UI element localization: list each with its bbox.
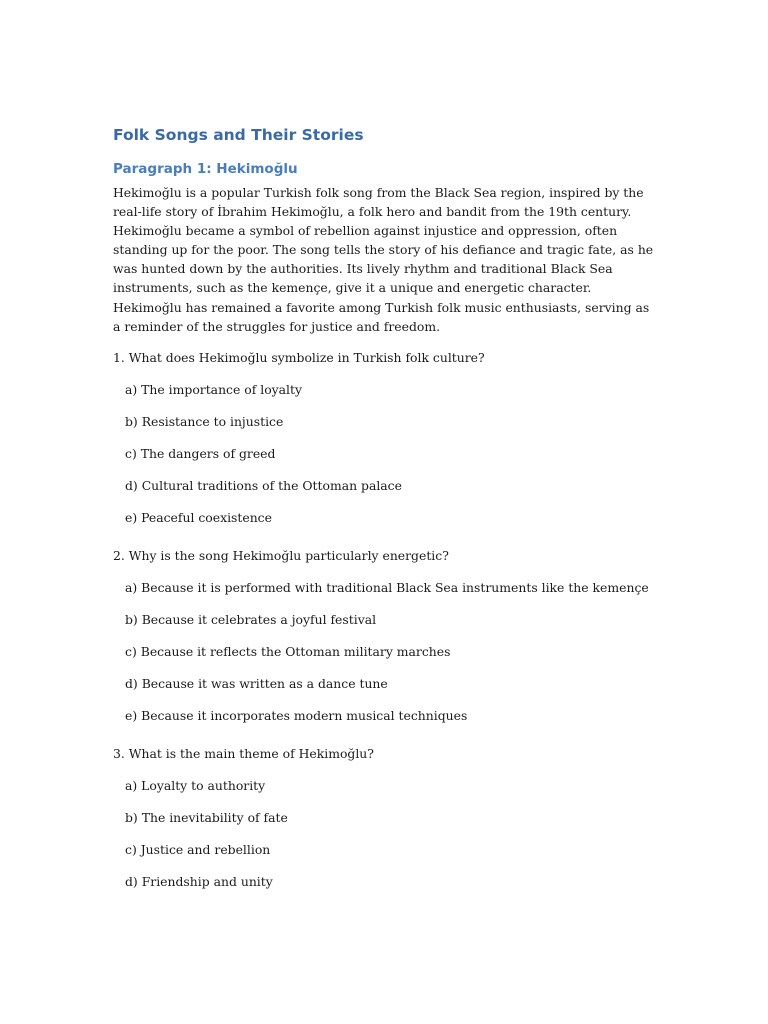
answer-option: c) Justice and rebellion: [125, 841, 271, 857]
question-text: 1. What does Hekimoğlu symbolize in Turkish folk culture?: [113, 349, 485, 365]
answer-option: c) Because it reflects the Ottoman military marches: [125, 643, 451, 659]
answer-option: b) Because it celebrates a joyful festival: [125, 611, 377, 627]
question-text: 2. Why is the song Hekimoğlu particularly energetic?: [113, 547, 449, 563]
answer-option: b) Resistance to injustice: [125, 413, 284, 429]
answer-option: d) Because it was written as a dance tune: [125, 675, 388, 691]
answer-option: d) Friendship and unity: [125, 873, 273, 889]
answer-option: a) Because it is performed with traditional Black Sea instruments like the kemençe: [125, 579, 649, 595]
paragraph-text: Hekimoğlu is a popular Turkish folk song from the Black Sea region, inspired by the real-life story of İbrahim Hekimoğlu, a folk hero and bandit from the 19th century. Hekimoğlu became a symbol of rebellion against injustice and oppression, often standing up for the poor. The song tells the story of his defiance and tragic fate, as he was hunted down by the authorities. Its lively rhythm and traditional Black Sea instruments, such as the kemençe, give it a unique and energetic character. Hekimoğlu has remained a favorite among Turkish folk music enthusiasts, serving as a reminder of the struggles for justice and freedom.: [113, 185, 654, 334]
answer-option: e) Because it incorporates modern musical techniques: [125, 707, 468, 723]
answer-option: a) The importance of loyalty: [125, 381, 302, 397]
answer-option: e) Peaceful coexistence: [125, 509, 272, 525]
document-page: [113, 124, 658, 904]
answer-option: c) The dangers of greed: [125, 445, 276, 461]
question-text: 3. What is the main theme of Hekimoğlu?: [113, 745, 374, 761]
question-1: [113, 348, 658, 527]
document-title: Folk Songs and Their Stories: [113, 126, 364, 144]
answer-option: a) Loyalty to authority: [125, 777, 266, 793]
question-3: [113, 744, 658, 891]
answer-option: b) The inevitability of fate: [125, 809, 288, 825]
question-2: [113, 546, 658, 725]
answer-option: d) Cultural traditions of the Ottoman palace: [125, 477, 402, 493]
paragraph-heading: Paragraph 1: Hekimoğlu: [113, 161, 298, 177]
